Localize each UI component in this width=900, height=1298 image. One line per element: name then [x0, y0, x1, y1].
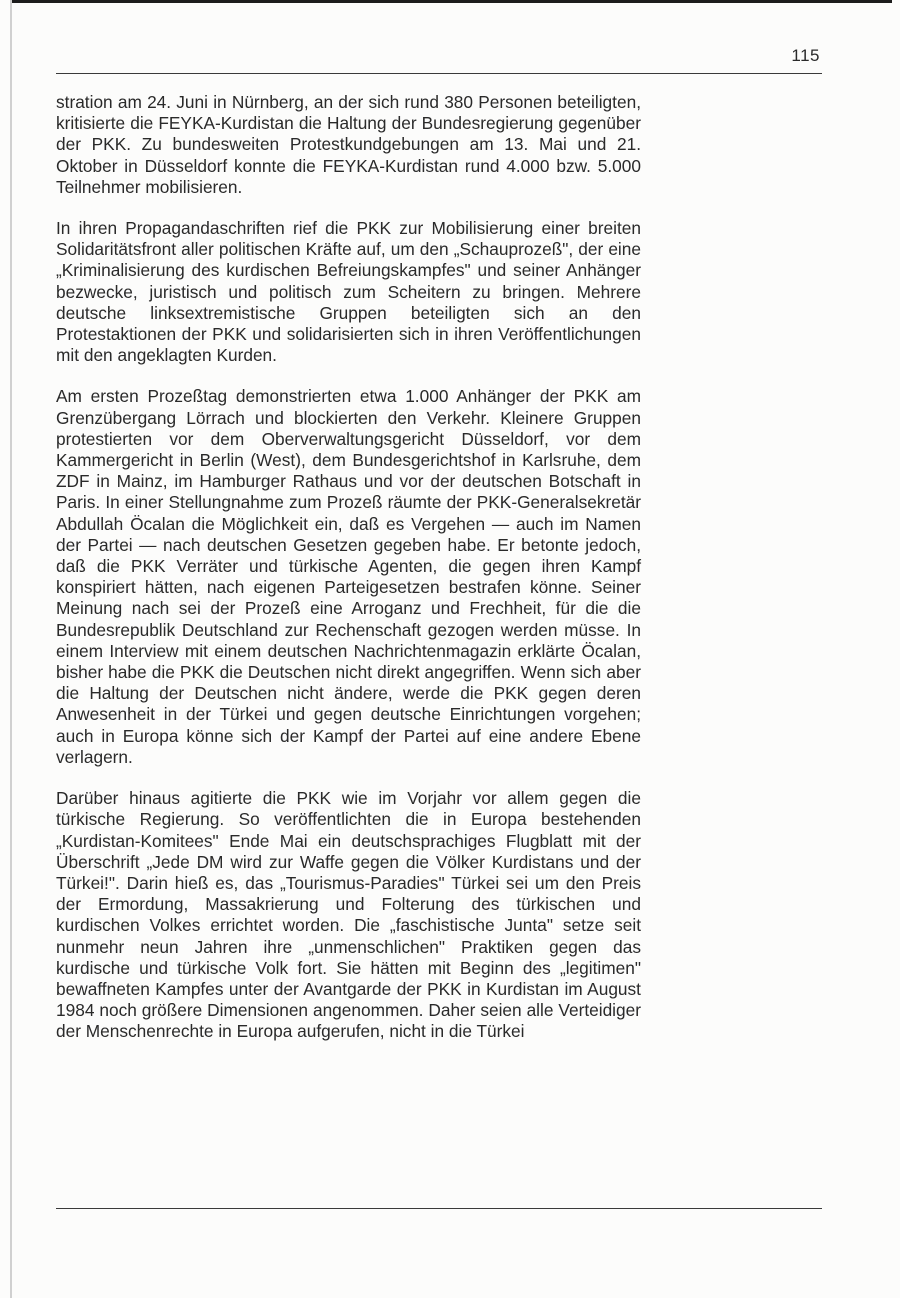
footer-rule	[56, 1208, 822, 1209]
scan-border-left	[10, 0, 12, 1298]
body-text	[56, 92, 641, 1063]
scan-border-top	[10, 0, 892, 3]
header-rule	[56, 73, 822, 74]
paragraph-4: Darüber hinaus agitierte die PKK wie im Vorjahr vor allem gegen die türkische Regierung. So veröffentlichten die in Europa bestehenden „Kurdistan-Komitees" Ende Mai ein deutschsprachiges Flugblatt mit der Überschrift „Jede DM wird zur Waffe gegen die Völker Kurdistans und der Türkei!". Darin hieß es, das „Tourismus-Paradies" Türkei sei um den Preis der Ermordung, Massakrierung und Folterung des türkischen und kurdischen Volkes errichtet worden. Die „faschistische Junta" setze seit nunmehr neun Jahren ihre „unmenschlichen" Praktiken gegen das kurdische und türkische Volk fort. Sie hätten mit Beginn des „legitimen" bewaffneten Kampfes unter der Avantgarde der PKK in Kurdistan im August 1984 noch größere Dimensionen angenommen. Daher seien alle Verteidiger der Menschenrechte in Europa aufgerufen, nicht in die Türkei	[56, 788, 641, 1042]
paragraph-2: In ihren Propagandaschriften rief die PKK zur Mobilisierung einer breiten Solidaritätsfront aller politischen Kräfte auf, um den „Schauprozeß", der eine „Kriminalisierung des kurdischen Befreiungskampfes" und seiner Anhänger bezwecke, juristisch und politisch zum Scheitern zu bringen. Mehrere deutsche linksextremistische Gruppen beteiligten sich an den Protestaktionen der PKK und solidarisierten sich in ihren Veröffentlichungen mit den angeklagten Kurden.	[56, 218, 641, 366]
paragraph-3: Am ersten Prozeßtag demonstrierten etwa 1.000 Anhänger der PKK am Grenzübergang Lörrach und blockierten den Verkehr. Kleinere Gruppen protestierten vor dem Oberverwaltungsgericht Düsseldorf, vor dem Kammergericht in Berlin (West), dem Bundesgerichtshof in Karlsruhe, dem ZDF in Mainz, im Hamburger Rathaus und vor der deutschen Botschaft in Paris. In einer Stellungnahme zum Prozeß räumte der PKK-Generalsekretär Abdullah Öcalan die Möglichkeit ein, daß es Vergehen — auch im Namen der Partei — nach deutschen Gesetzen gegeben habe. Er betonte jedoch, daß die PKK Verräter und türkische Agenten, die gegen ihren Kampf konspiriert hätten, nach eigenen Parteigesetzen bestrafen könne. Seiner Meinung nach sei der Prozeß eine Arroganz und Frechheit, für die die Bundesrepublik Deutschland zur Rechenschaft gezogen werden müsse. In einem Interview mit einem deutschen Nachrichtenmagazin erklärte Öcalan, bisher habe die PKK die Deutschen nicht direkt angegriffen. Wenn sich aber die Haltung der Deutschen nicht ändere, werde die PKK gegen deren Anwesenheit in der Türkei und gegen deutsche Einrichtungen vorgehen; auch in Europa könne sich der Kampf der Partei auf eine andere Ebene verlagern.	[56, 386, 641, 767]
page-number: 115	[791, 46, 820, 65]
paragraph-1: stration am 24. Juni in Nürnberg, an der sich rund 380 Personen beteiligten, kritisierte die FEYKA-Kurdistan die Haltung der Bundesregierung gegenüber der PKK. Zu bundesweiten Protestkundgebungen am 13. Mai und 21. Oktober in Düsseldorf konnte die FEYKA-Kurdistan rund 4.000 bzw. 5.000 Teilnehmer mobilisieren.	[56, 92, 641, 197]
